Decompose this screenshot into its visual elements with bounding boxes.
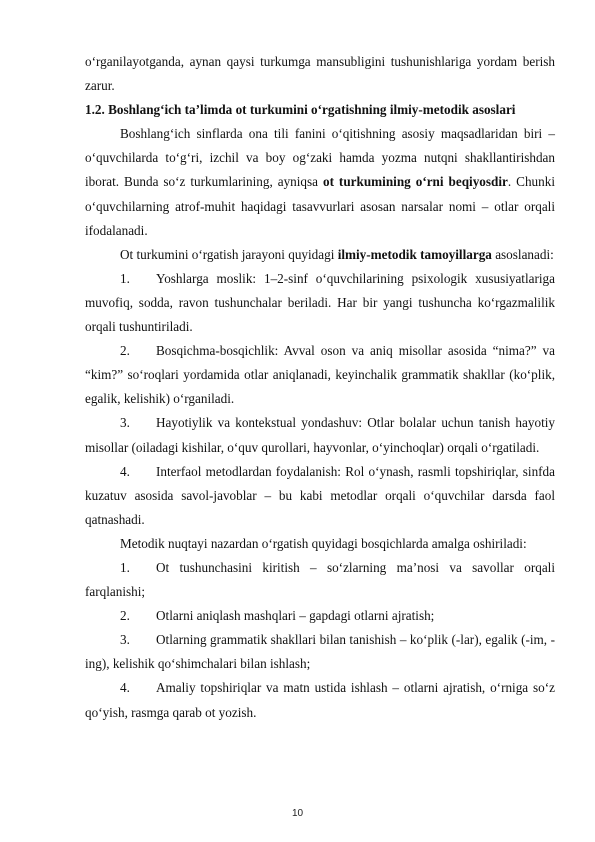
intro-paragraph: o‘rganilayotganda, aynan qaysi turkumga mansubligini tushunishlariga yordam berish zarur. xyxy=(85,54,555,94)
stage-item xyxy=(85,556,555,604)
principle-text: Yoshlarga moslik: 1–2-sinf o‘quvchilarining psixologik xususiyatlariga muvofiq, sodda, ravon tushunchalar beriladi. Har bir yangi tushuncha ko‘rgazmalilik orqali tushuntiriladi. xyxy=(85,270,555,335)
page-number: 10 xyxy=(291,808,304,819)
principles-intro-text: Ot turkumini o‘rgatish jarayoni quyidagi xyxy=(120,246,338,262)
principle-item xyxy=(85,267,555,339)
principle-number: 3. xyxy=(120,415,130,431)
stage-text: Ot tushunchasini kiritish – so‘zlarning ma’nosi va savollar orqali farqlanishi; xyxy=(85,559,555,600)
stage-item xyxy=(85,676,555,724)
stage-item xyxy=(85,604,555,628)
paragraph-goals-emphasis: ot turkumining o‘rni beqiyosdir xyxy=(322,174,508,190)
paragraph-stages-intro: Metodik nuqtayi nazardan o‘rgatish quyidagi bosqichlarda amalga oshiriladi: xyxy=(120,535,527,551)
stage-text: Amaliy topshiriqlar va matn ustida ishlash – otlarni ajratish, o‘rniga so‘z qo‘yish, rasmga qarab ot yozish. xyxy=(85,680,555,720)
principle-item xyxy=(85,339,555,411)
principle-item xyxy=(85,411,555,459)
principle-text: Bosqichma-bosqichlik: Avval oson va aniq misollar asosida “nima?” va “kim?” so‘roqlari yordamida otlar aniqlanadi, keyinchalik grammatik shakllar (ko‘plik, egalik, kelishik) o‘rganiladi. xyxy=(85,343,555,407)
section-heading: 1.2. Boshlang‘ich ta’limda ot turkumini o‘rgatishning ilmiy-metodik asoslari xyxy=(85,102,516,118)
principles-intro-tail: asoslanadi: xyxy=(491,246,554,262)
stage-item xyxy=(85,628,555,676)
paragraph-goals-tail: . Chunki o‘quvchilarning atrof-muhit haqidagi tasavvurlari asosan narsalar nomi – otlar orqali ifodalanadi. xyxy=(85,174,555,238)
principle-number: 4. xyxy=(120,463,130,479)
stage-number: 3. xyxy=(120,632,130,648)
stage-number: 1. xyxy=(120,559,130,575)
principle-item xyxy=(85,460,555,532)
principle-number: 2. xyxy=(120,343,130,359)
principle-text: Hayotiylik va kontekstual yondashuv: Otlar bolalar uchun tanish hayotiy misollar (oiladagi kishilar, o‘quv qurollari, hayvonlar, o‘yinchoqlar) orqali o‘rgatiladi. xyxy=(85,415,555,455)
stage-text: Otlarning grammatik shakllari bilan tanishish – ko‘plik (-lar), egalik (-im, -ing), kelishik qo‘shimchalari bilan ishlash; xyxy=(85,632,555,672)
stage-number: 4. xyxy=(120,680,130,696)
paragraph-principles-intro xyxy=(85,243,555,267)
principle-text: Interfaol metodlardan foydalanish: Rol o‘ynash, rasmli topshiriqlar, sinfda kuzatuv asosida savol-javoblar – bu kabi metodlar orqali o‘quvchilar darsda faol qatnashadi. xyxy=(85,463,555,527)
principles-intro-emphasis: ilmiy-metodik tamoyillarga xyxy=(337,246,492,262)
stage-text: Otlarni aniqlash mashqlari – gapdagi otlarni ajratish; xyxy=(156,608,435,624)
principle-number: 1. xyxy=(120,270,130,286)
paragraph-goals-text: Boshlang‘ich sinflarda ona tili fanini o‘qitishning asosiy maqsadlaridan biri – o‘quvchilarda to‘g‘ri, izchil va boy og‘zaki hamda yozma nutqni shakllantirishdan iborat. Bunda so‘z turkumlarining, ayniqsa xyxy=(85,126,555,190)
document-page xyxy=(85,50,555,725)
paragraph-goals xyxy=(85,122,555,242)
stage-number: 2. xyxy=(120,608,130,624)
